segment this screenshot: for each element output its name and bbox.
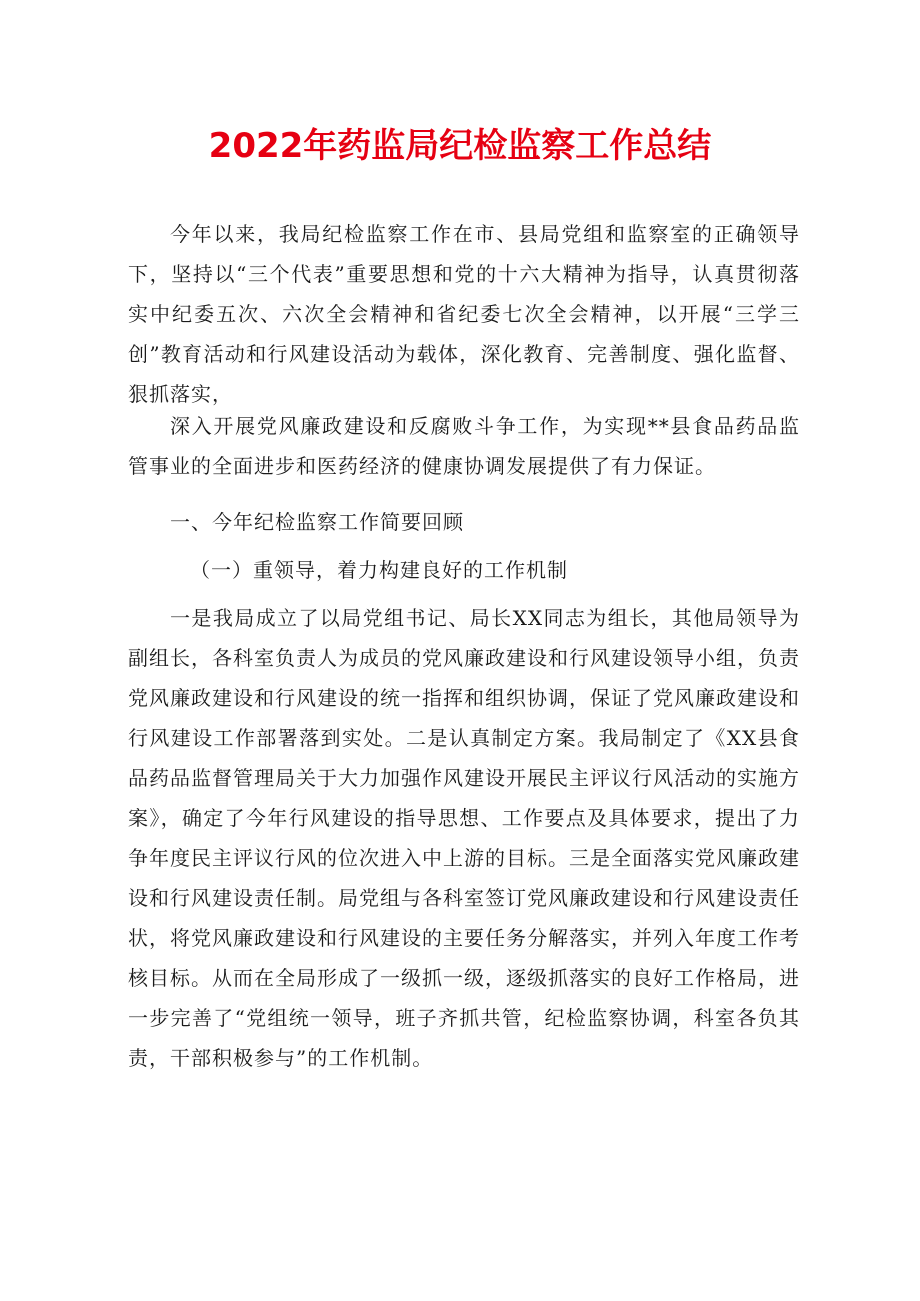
document-title: 2022年药监局纪检监察工作总结 [208,126,712,166]
body-paragraph: 一是我局成立了以局党组书记、局长XX同志为组长，其他局领导为副组长，各科室负责人为成员的党风廉政建设和行风建设领导小组，负责党风廉政建设和行风建设的统一指挥和组织协调，保证了党风廉政建设和行风建设工作部署落到实处。二是认真制定方案。我局制定了《XX县食品药品监督管理局关于大力加强作风建设开展民主评议行风活动的实施方案》，确定了今年行风建设的指导思想、工作要点及具体要求，提出了力争年度民主评议行风的位次进入中上游的目标。三是全面落实党风廉政建设和行风建设责任制。局党组与各科室签订党风廉政建设和行风建设责任状，将党风廉政建设和行风建设的主要任务分解落实，并列入年度工作考核目标。从而在全局形成了一级抓一级，逐级抓落实的良好工作格局，进一步完善了“党组统一领导，班子齐抓共管，纪检监察协调，科室各负其责，干部积极参与”的工作机制。 [128,606,800,1070]
section-heading: 一、今年纪检监察工作简要回顾 [170,510,464,534]
intro-paragraph-continued: 深入开展党风廉政建设和反腐败斗争工作，为实现**县食品药品监管事业的全面进步和医药经济的健康协调发展提供了有力保证。 [128,414,800,478]
intro-paragraph: 今年以来，我局纪检监察工作在市、县局党组和监察室的正确领导下，坚持以“三个代表”重要思想和党的十六大精神为指导，认真贯彻落实中纪委五次、六次全会精神和省纪委七次全会精神，以开展“三学三创”教育活动和行风建设活动为载体，深化教育、完善制度、强化监督、狠抓落实， [128,222,800,406]
subsection-heading: （一）重领导，着力构建良好的工作机制 [190,558,568,582]
